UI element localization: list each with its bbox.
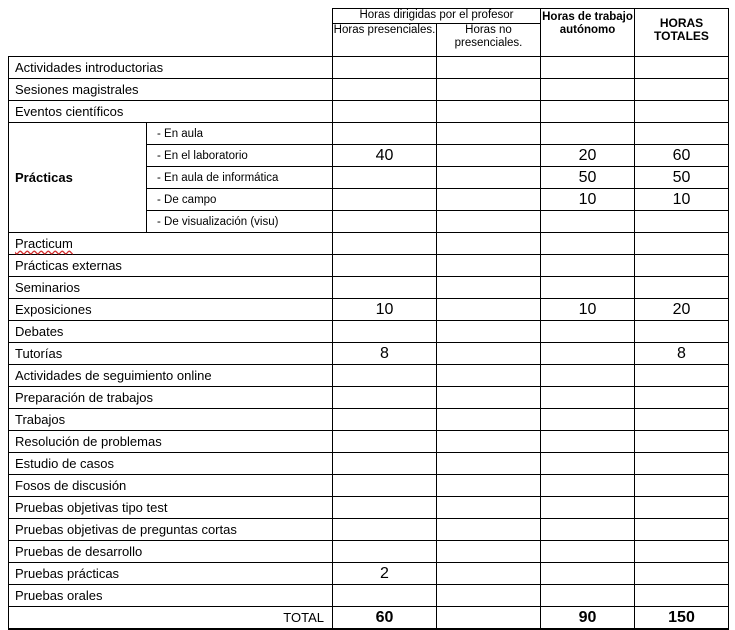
activity-label [9,343,333,365]
cell-autonomo [541,277,635,299]
activity-label-text: Debates [15,323,64,339]
activity-label [9,387,333,409]
cell-totales [635,519,729,541]
table-row [9,79,729,101]
practicas-rows [9,123,729,233]
cell-autonomo [541,519,635,541]
practicas-sub-label: - De campo [147,189,333,211]
cell-totales [635,365,729,387]
cell-totales: 20 [635,299,729,321]
cell-autonomo [541,563,635,585]
cell-presenciales [333,409,437,431]
cell-no-presenciales [437,57,541,79]
total-row [9,607,729,630]
cell-presenciales [333,585,437,607]
cell-autonomo: 20 [541,145,635,167]
cell-autonomo [541,57,635,79]
cell-autonomo: 10 [541,189,635,211]
cell-presenciales [333,497,437,519]
cell-no-presenciales [437,497,541,519]
practicas-label: Prácticas [9,123,147,233]
activity-label [9,57,333,79]
cell-autonomo: 10 [541,299,635,321]
cell-presenciales: 2 [333,563,437,585]
cell-autonomo [541,475,635,497]
activity-label [9,277,333,299]
cell-presenciales [333,321,437,343]
activity-label-text: Trabajos [15,411,66,427]
activity-label [9,365,333,387]
activity-label-text: Estudio de casos [15,455,115,471]
practicas-sub-label: - De visualización (visu) [147,211,333,233]
table-row [9,57,729,79]
cell-totales [635,431,729,453]
activity-label-text: Pruebas prácticas [15,565,120,581]
activity-label-text: Actividades de seguimiento online [15,367,212,383]
total-label: TOTAL [9,607,333,630]
cell-totales [635,497,729,519]
hours-table-wrapper [8,8,729,630]
cell-totales: 60 [635,145,729,167]
activity-label [9,563,333,585]
activity-label-text: Exposiciones [15,301,92,317]
header-no-presenciales: Horas no presenciales. [437,24,541,57]
table-row [9,101,729,123]
cell-totales [635,123,729,145]
activity-label-text: Resolución de problemas [15,433,162,449]
cell-autonomo [541,255,635,277]
activity-label-text: Pruebas objetivas tipo test [15,499,168,515]
cell-no-presenciales [437,233,541,255]
cell-autonomo [541,343,635,365]
cell-presenciales [333,541,437,563]
cell-no-presenciales [437,431,541,453]
cell-autonomo [541,365,635,387]
activity-label [9,497,333,519]
cell-autonomo [541,321,635,343]
cell-totales [635,233,729,255]
table-row [9,277,729,299]
cell-autonomo [541,409,635,431]
cell-no-presenciales [437,101,541,123]
cell-presenciales [333,255,437,277]
table-row [9,123,729,145]
cell-no-presenciales [437,563,541,585]
cell-autonomo [541,541,635,563]
table-row [9,365,729,387]
cell-no-presenciales [437,277,541,299]
activity-label-text: Preparación de trabajos [15,389,154,405]
cell-no-presenciales [437,211,541,233]
cell-no-presenciales [437,387,541,409]
table-row [9,453,729,475]
table-row [9,409,729,431]
cell-no-presenciales [437,365,541,387]
practicas-sub-label: - En aula [147,123,333,145]
cell-presenciales [333,211,437,233]
cell-totales [635,541,729,563]
table-row [9,233,729,255]
cell-no-presenciales [437,409,541,431]
activity-label [9,585,333,607]
header-blank-cell [9,9,333,57]
cell-presenciales: 40 [333,145,437,167]
activity-label [9,255,333,277]
table-row [9,541,729,563]
activity-label-text: Seminarios [15,279,81,295]
cell-no-presenciales [437,321,541,343]
activity-label [9,431,333,453]
activity-label-text: Eventos científicos [15,103,124,119]
table-row [9,255,729,277]
cell-autonomo [541,101,635,123]
cell-totales [635,101,729,123]
total-totales: 150 [635,607,729,630]
cell-no-presenciales [437,145,541,167]
header-autonomo: Horas de trabajo autónomo [541,9,635,57]
cell-autonomo [541,233,635,255]
cell-no-presenciales [437,519,541,541]
table-row [9,519,729,541]
activity-label-text: Sesiones magistrales [15,81,139,97]
table-row [9,387,729,409]
cell-presenciales [333,277,437,299]
cell-totales [635,387,729,409]
cell-autonomo [541,431,635,453]
cell-totales: 8 [635,343,729,365]
activity-label [9,299,333,321]
cell-no-presenciales [437,453,541,475]
cell-totales [635,321,729,343]
cell-totales [635,475,729,497]
bottom-rows [9,233,729,607]
top-rows [9,57,729,123]
cell-presenciales [333,101,437,123]
activity-label [9,233,333,255]
activity-label [9,321,333,343]
cell-no-presenciales [437,79,541,101]
cell-autonomo [541,211,635,233]
cell-presenciales [333,365,437,387]
cell-presenciales [333,431,437,453]
header-presenciales: Horas presenciales. [333,24,437,57]
cell-totales [635,57,729,79]
cell-autonomo [541,453,635,475]
total-autonomo: 90 [541,607,635,630]
cell-autonomo: 50 [541,167,635,189]
table-row [9,431,729,453]
activity-label-text: Pruebas orales [15,587,103,603]
cell-totales [635,277,729,299]
activity-label-text: Tutorías [15,345,63,361]
cell-autonomo [541,585,635,607]
cell-no-presenciales [437,167,541,189]
cell-totales [635,79,729,101]
cell-presenciales [333,475,437,497]
cell-totales: 10 [635,189,729,211]
cell-autonomo [541,387,635,409]
cell-presenciales [333,387,437,409]
total-presenciales: 60 [333,607,437,630]
practicas-sub-label: - En aula de informática [147,167,333,189]
cell-totales [635,563,729,585]
total-no-presenciales [437,607,541,630]
cell-no-presenciales [437,123,541,145]
cell-totales [635,211,729,233]
cell-presenciales [333,453,437,475]
cell-totales [635,409,729,431]
cell-totales: 50 [635,167,729,189]
cell-no-presenciales [437,255,541,277]
cell-no-presenciales [437,585,541,607]
cell-totales [635,585,729,607]
hours-table [8,8,729,630]
table-row [9,585,729,607]
header-row-1 [9,9,729,24]
cell-presenciales [333,233,437,255]
activity-label [9,79,333,101]
cell-presenciales: 10 [333,299,437,321]
activity-label [9,101,333,123]
activity-label [9,453,333,475]
table-row [9,475,729,497]
cell-autonomo [541,123,635,145]
cell-no-presenciales [437,189,541,211]
cell-no-presenciales [437,541,541,563]
cell-no-presenciales [437,299,541,321]
activity-label-text: Pruebas objetivas de preguntas cortas [15,521,237,537]
activity-label [9,519,333,541]
table-row [9,497,729,519]
activity-label-text: Actividades introductorias [15,59,164,75]
header-group-professor: Horas dirigidas por el profesor [333,9,541,24]
cell-totales [635,453,729,475]
activity-label-text: Prácticas externas [15,257,122,273]
practicas-sub-label: - En el laboratorio [147,145,333,167]
cell-no-presenciales [437,343,541,365]
activity-label [9,409,333,431]
cell-presenciales [333,167,437,189]
header-totales: HORAS TOTALES [635,9,729,57]
cell-autonomo [541,497,635,519]
cell-totales [635,255,729,277]
cell-presenciales [333,57,437,79]
activity-label [9,541,333,563]
activity-label-text: Practicum [15,235,73,251]
cell-autonomo [541,79,635,101]
activity-label [9,475,333,497]
cell-no-presenciales [437,475,541,497]
cell-presenciales [333,519,437,541]
table-row [9,563,729,585]
cell-presenciales [333,123,437,145]
cell-presenciales [333,189,437,211]
activity-label-text: Pruebas de desarrollo [15,543,143,559]
table-row [9,299,729,321]
cell-presenciales [333,79,437,101]
table-row [9,343,729,365]
activity-label-text: Fosos de discusión [15,477,127,493]
cell-presenciales: 8 [333,343,437,365]
table-row [9,321,729,343]
